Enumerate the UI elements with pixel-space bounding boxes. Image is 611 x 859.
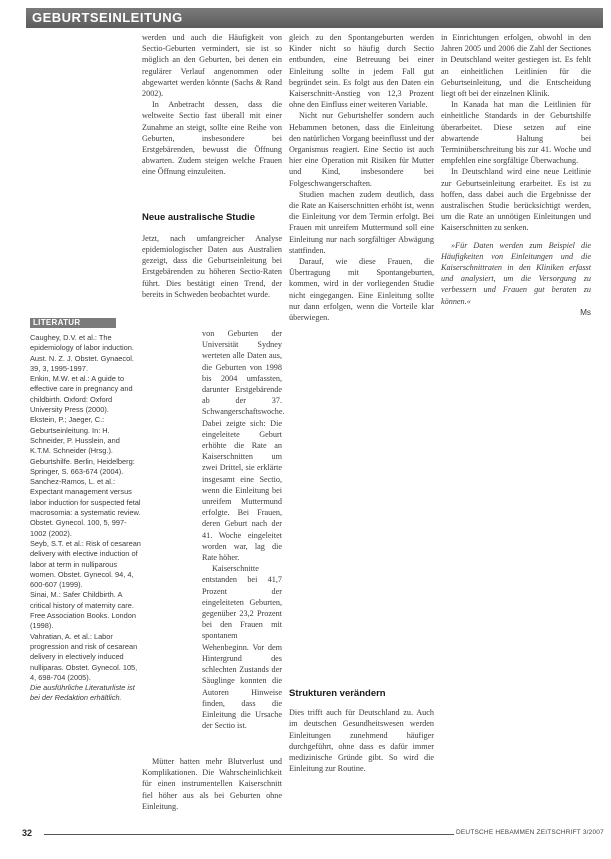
literature-list [30,333,142,704]
col3-paragraph-5: Dies trifft auch für Deutschland zu. Auch im deutschen Gesundheitswesen werden Einleitungen zunehmend häufiger durchgeführt, ohne dass es dafür immer medizinische Gründe gibt. So wird die Einleitung zur Routine. [289,708,434,774]
literature-ref: Sinai, M.: Safer Childbirth. A critical history of maternity care. Free Association Books. London (1998). [30,590,136,631]
literature-note: Die ausführliche Literaturliste ist bei der Redaktion erhältlich. [30,683,135,703]
col4-paragraph-1: in Einrichtungen erfolgen, obwohl in den Jahren 2005 und 2006 die Zahl der Sectiones in Deutschland weiter gestiegen ist. Es fehlt an einheitlichen Leitlinien für die Geburtseinleitung, und die Entscheidung liegt oft bei der einzelnen Klinik. [441,33,591,99]
footer-divider [44,834,454,835]
literature-ref: Enkin, M.W. et al.: A guide to effective care in pregnancy and childbirth. Oxford: Oxford University Press (2000). [30,374,133,415]
col1-paragraph-2: In Anbetracht dessen, dass die weltweite Sectio fast überall mit einer Zunahme an steigt, sollte eine Reihe von Geburten, insbesondere bei Erstgebärenden, bewusst die Öffnung abwarten. Zudem steigen welche Frauen eine Öffnung einzuleiten. [142,100,282,177]
col2-paragraph-2: Kaiserschnitte entstanden bei 41,7 Prozent der eingeleiteten Geburten, gegenüber 23,2 Prozent bei den Frauen mit spontanem Wehenbeginn. Vor dem Hintergrund des schlechten Zustands der Säuglinge konnten die Autoren Hinweise finden, dass die Einleitung die Ursache der Sectio ist. [202,564,282,731]
column-4 [441,32,591,318]
col4-quote: »Für Daten werden zum Beispiel die Häufigkeiten von Einleitungen und die Kaiserschnittraten in den Kliniken erfasst und analysiert, um die Versorgung zu verbessern und Frauen gut beraten zu können.« [441,240,591,306]
section-heading-australian-study: Neue australische Studie [142,211,255,223]
page-number: 32 [22,828,33,838]
literature-ref: Vahratian, A. et al.: Labor progression and risk of cesarean delivery in electively induced nulliparas. Obstet. Gynecol. 105, 4, 698-704 (2005). [30,631,138,682]
col2-paragraph-3: Mütter hatten mehr Blutverlust und Komplikationen. Die Wahrscheinlichkeit für einen instrumentellen Kaiserschnitt fiel höher aus als bei Geburten ohne Einleitung. [142,757,282,811]
col4-paragraph-3: In Deutschland wird eine neue Leitlinie zur Geburtseinleitung erarbeitet. Es ist zu hoffen, dass dabei auch die Ergebnisse der australischen Studie berücksichtigt werden, um die Rate an unnötigen Einleitungen und Kaiserschnitten zu senken. [441,167,591,233]
literature-ref: Ekstein, P.; Jaeger, C.: Geburtseinleitung. In: H. Schneider, P. Husslein, and K.T.M. Schneider (Hrsg.). Geburtshilfe. Berlin, Heidelberg: Springer, S. 663-674 (2004). [30,415,135,476]
section-title: GEBURTSEINLEITUNG [32,10,183,25]
column-3-bottom [289,688,434,774]
col4-paragraph-2: In Kanada hat man die Leitlinien für einheitliche Standards in der Geburtshilfe überarbeitet. Diese setzen auf eine abwartende Haltung bei Terminüberschreitung bis zur 41. Woche und empfehlen eine sorgfältige Überwachung. [441,100,591,166]
col3-paragraph-3: Studien machen zudem deutlich, dass die Rate an Kaiserschnitten erhöht ist, wenn die Einleitung vor dem Termin erfolgt. Bei Frauen mit unreifem Muttermund soll eine Einleitung nur nach sorgfältiger Abwägung stattfinden. [289,189,434,255]
col3-paragraph-1: gleich zu den Spontangeburten werden Kinder nicht so häufig durch Sectio entbunden, eine Betreuung bei einer Einleitung sollte in jedem Fall gut begründet sein. Es folgt aus den Daten ein Kaiserschnitt-Anstieg von 12,3 Prozent ohne den Einfluss einer weiteren Variable. [289,33,434,110]
col1-paragraph-3: Jetzt, nach umfangreicher Analyse epidemiologischer Daten aus Australien gezeigt, dass die Geburtseinleitung bei Erstgebärenden zu höheren Sectio-Raten führt. Dies bestätigt einen Trend, der bereits in Schweden beobachtet wurde. [142,233,282,299]
column-1 [142,32,282,300]
journal-name: DEUTSCHE HEBAMMEN ZEITSCHRIFT 3/2007 [456,829,604,836]
literature-ref: Caughey, D.V. et al.: The epidemiology of labor induction. Aust. N. Z. J. Obstet. Gynaecol. 39, 3, 1995-1997. [30,333,134,373]
literature-ref: Seyb, S.T. et al.: Risk of cesarean delivery with elective induction of labor at term in nulliparous women. Obstet. Gynecol. 94, 4, 600-607 (1999). [30,538,141,590]
column-2-bottom [142,756,282,812]
col1-paragraph-1: werden und auch die Häufigkeit von Sectio-Geburten vermindert, sie ist so möglich an den Geburten, bei denen ein regulärer Verlauf angenommen oder abgewartet werden könnte (Sachs & Rand 2002). [142,33,282,99]
column-3 [289,32,434,323]
literature-ref: Sanchez-Ramos, L. et al.: Expectant management versus labor induction for suspected fetal macrosomia: a systematic review. Obstet. Gynecol. 100, 5, 997-1002 (2002). [30,477,141,538]
col3-paragraph-2: Nicht nur Geburtshelfer sondern auch Hebammen betonen, dass die Einleitung den natürlichen Vorgang beeinflusst und der Organismus reagiert. Eine Sectio ist auch hier eine Operation mit Risiken für Mutter und Kind, insbesondere bei Folgeschwangerschaften. [289,111,434,188]
author-initials: Ms [580,307,591,317]
literature-label: LITERATUR [33,318,81,327]
col2-paragraph-1: von Geburten der Universität Sydney werteten alle Daten aus, die Geburten von 1998 bis 2004 umfassten, darunter Erstgebärende ab der 37. Schwangerschaftswoche. Dabei zeigte sich: Die eingeleitete Geburt erhöhte die Rate an Kaiserschnitten um zwei Drittel, sie erklärte insgesamt eine Sectio, wenn die Einleitung bei unreifem Muttermund erfolgte. Bei Frauen, deren Geburt nach der 41. Woche eingeleitet worden war, lag die Rate höher. [202,329,285,563]
col3-paragraph-4: Darauf, wie diese Frauen, die Übertragung mit Spontangeburten, kommen, wird in der vorliegenden Studie nicht eingegangen. Eine Einleitung sollte nur dann erfolgen, wenn die Vorteile klar überwiegen. [289,257,434,323]
section-heading-structures: Strukturen verändern [289,688,386,699]
column-2 [202,328,285,731]
